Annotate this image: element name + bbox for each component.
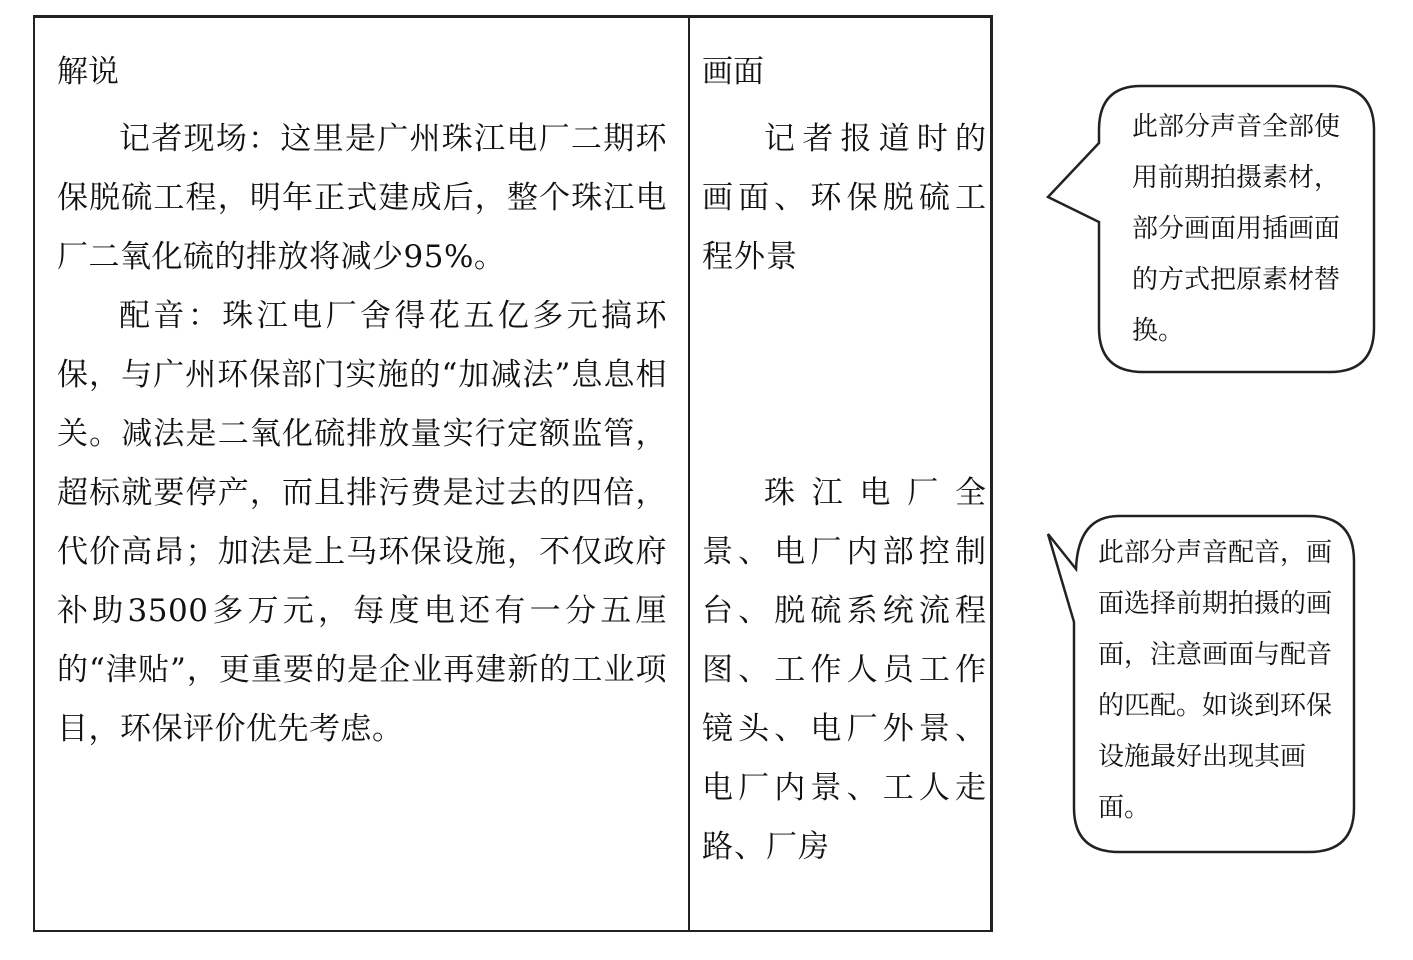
narration-column xyxy=(57,18,667,759)
script-table xyxy=(33,15,993,932)
visuals-paragraph-1: 记者报道时的画面、环保脱硫工程外景 xyxy=(702,121,987,275)
visuals-paragraph-2: 珠江电厂全景、电厂内部控制台、脱硫系统流程图、工作人员工作镜头、电厂外景、电厂内景、工人走路、厂房 xyxy=(702,475,987,865)
column-divider xyxy=(688,18,690,930)
narration-paragraph-2: 配音：珠江电厂舍得花五亿多元搞环保，与广州环保部门实施的“加减法”息息相关。减法是二氧化硫排放量实行定额监管，超标就要停产，而且排污费是过去的四倍，代价高昂；加法是上马环保设施，不仅政府补助3500多万元，每度电还有一分五厘的“津贴”，更重要的是企业再建新的工业项目，环保评价优先考虑。 xyxy=(57,298,667,747)
narration-header: 解说 xyxy=(57,54,119,90)
callout-1-text: 此部分声音全部使用前期拍摄素材，部分画面用插画面的方式把原素材替换。 xyxy=(1132,112,1341,346)
visuals-header: 画面 xyxy=(702,54,764,90)
narration-paragraph-1: 记者现场：这里是广州珠江电厂二期环保脱硫工程，明年正式建成后，整个珠江电厂二氧化硫的排放将减少95%。 xyxy=(57,121,667,275)
visuals-column xyxy=(702,18,987,877)
callout-2 xyxy=(1046,514,1358,856)
callout-2-text: 此部分声音配音，画面选择前期拍摄的画面，注意画面与配音的匹配。如谈到环保设施最好出现其画面。 xyxy=(1098,538,1333,823)
callout-1 xyxy=(1046,84,1376,376)
